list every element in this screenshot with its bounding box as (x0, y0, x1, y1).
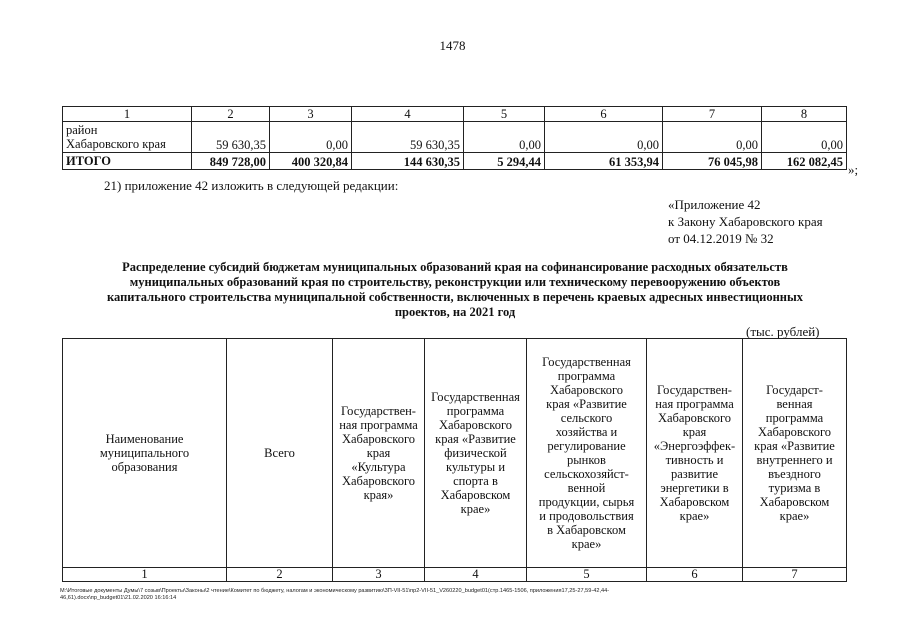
top-col-number: 8 (762, 107, 847, 122)
header-cell-total (227, 339, 333, 568)
header-line: Хабаровского (549, 383, 624, 397)
header-line: муниципального (99, 446, 190, 460)
total-value: 76 045,98 (663, 153, 762, 170)
value-cell: 0,00 (545, 122, 663, 153)
footer-line: 46,61).docx\пр_budget01\21.02.2020 16:16:14 (60, 595, 177, 601)
header-line: развитие (670, 467, 719, 481)
row-name-line: район (66, 123, 98, 137)
main-table (62, 338, 847, 582)
header-cell-tourism (743, 339, 847, 568)
header-line: «Энергоэффек- (653, 439, 736, 453)
header-cell-culture (333, 339, 425, 568)
units-label: (тыс. рублей) (746, 324, 820, 339)
header-line: въездного (768, 467, 821, 481)
row-name-line: Хабаровского края (66, 137, 166, 151)
header-line: Хабаровского (341, 474, 416, 488)
header-line: программа (765, 411, 824, 425)
header-line: края «Развитие (754, 439, 835, 453)
appendix-line: от 04.12.2019 № 32 (668, 231, 774, 246)
header-line: Хабаровском (440, 488, 511, 502)
header-cell-sport (425, 339, 527, 568)
header-line: Государственная (431, 390, 520, 404)
header-line: физической (444, 446, 507, 460)
top-col-number: 4 (352, 107, 464, 122)
header-line: крае» (571, 537, 602, 551)
header-line: Государствен- (341, 404, 416, 418)
header-line: образования (111, 460, 178, 474)
value-cell: 0,00 (270, 122, 352, 153)
header-line: рынков (567, 453, 606, 467)
header-line: Хабаровском (759, 495, 830, 509)
total-value: 400 320,84 (270, 153, 352, 170)
header-line: внутреннего и (756, 453, 833, 467)
appendix-header (668, 196, 823, 247)
top-col-number: 7 (663, 107, 762, 122)
header-cell-agriculture (527, 339, 647, 568)
header-line: крае» (779, 509, 810, 523)
table-row (63, 122, 847, 153)
main-col-number: 6 (647, 568, 743, 582)
header-line: хозяйства и (555, 425, 618, 439)
header-line: крае» (460, 502, 491, 516)
header-line: Наименование (105, 432, 184, 446)
total-value: 5 294,44 (464, 153, 545, 170)
header-cell-energy (647, 339, 743, 568)
total-value: 144 630,35 (352, 153, 464, 170)
header-line: продукции, сырья (538, 495, 635, 509)
paragraph-21: 21) приложение 42 изложить в следующей редакции: (104, 178, 399, 193)
top-table (62, 106, 847, 170)
header-line: Хабаровского (757, 425, 832, 439)
header-line: сельскохозяйст- (544, 467, 629, 481)
top-table-number-row (63, 107, 847, 122)
header-line: края «Развитие (435, 432, 516, 446)
header-line: культуры и (445, 460, 506, 474)
value-cell: 0,00 (663, 122, 762, 153)
header-line: сельского (560, 411, 613, 425)
title-line: муниципальных образований края по строительству, реконструкции или техническому перевооружению объектов (129, 275, 781, 289)
header-line: Государственная (542, 355, 631, 369)
main-col-number: 1 (63, 568, 227, 582)
main-col-number: 7 (743, 568, 847, 582)
header-line: венная (776, 397, 813, 411)
header-line: и продовольствия (539, 509, 634, 523)
header-line: Государст- (766, 383, 823, 397)
header-line: края (682, 425, 707, 439)
value-cell: 59 630,35 (192, 122, 270, 153)
header-line: регулирование (547, 439, 626, 453)
total-value: 849 728,00 (192, 153, 270, 170)
header-line: крае» (679, 509, 710, 523)
total-value: 61 353,94 (545, 153, 663, 170)
header-line: Хабаровского (438, 418, 513, 432)
page-number: 1478 (439, 38, 466, 53)
top-col-number: 3 (270, 107, 352, 122)
footer-line: M:\Итоговые документы Думы\7 созыв\Проекты\Законы\2 чтение\Комитет по бюджету, налогам и экономическому развитию\3П-VII-51\пр2-VII-51_V260220_budget01(стр.1465-1506, приложения17,25-27,59-42,44- (60, 588, 610, 594)
main-col-number: 4 (425, 568, 527, 582)
value-cell: 0,00 (464, 122, 545, 153)
top-col-number: 6 (545, 107, 663, 122)
header-line: «Культура (351, 460, 406, 474)
appendix-line: «Приложение 42 (668, 197, 761, 212)
title-line: проектов, на 2021 год (394, 305, 516, 319)
document-title (60, 260, 850, 320)
main-table-number-row (63, 568, 847, 582)
total-value: 162 082,45 (762, 153, 847, 170)
header-line: Государствен- (657, 383, 732, 397)
header-line: энергетики в (660, 481, 729, 495)
total-row (63, 153, 847, 170)
header-line: края (366, 446, 391, 460)
file-path-footer (60, 588, 850, 602)
header-line: Хабаровском (659, 495, 730, 509)
header-line: ная программа (339, 418, 418, 432)
main-col-number: 5 (527, 568, 647, 582)
header-line: в Хабаровском (547, 523, 626, 537)
total-label: ИТОГО (63, 153, 192, 170)
main-col-number: 3 (333, 568, 425, 582)
value-cell: 59 630,35 (352, 122, 464, 153)
header-line: Всего (264, 446, 295, 460)
header-line: ная программа (655, 397, 734, 411)
header-line: спорта в (453, 474, 498, 488)
row-name-cell (63, 122, 192, 153)
header-line: края» (363, 488, 394, 502)
title-line: Распределение субсидий бюджетам муниципальных образований края на софинансирование расходных обязательств (122, 260, 788, 274)
main-col-number: 2 (227, 568, 333, 582)
header-line: края «Развитие (546, 397, 627, 411)
appendix-line: к Закону Хабаровского края (668, 214, 823, 229)
title-line: капитального строительства муниципальной собственности, включенных в перечень краевых адресных инвестиционных (107, 290, 803, 304)
top-col-number: 5 (464, 107, 545, 122)
top-col-number: 1 (63, 107, 192, 122)
header-line: Хабаровского (341, 432, 416, 446)
header-cell-name (63, 339, 227, 568)
header-line: программа (557, 369, 616, 383)
header-line: тивность и (665, 453, 724, 467)
main-table-header-row (63, 339, 847, 568)
quote-end-mark: »; (848, 162, 859, 177)
header-line: программа (446, 404, 505, 418)
top-col-number: 2 (192, 107, 270, 122)
header-line: туризма в (768, 481, 821, 495)
header-line: венной (567, 481, 606, 495)
header-line: Хабаровского (657, 411, 732, 425)
value-cell: 0,00 (762, 122, 847, 153)
